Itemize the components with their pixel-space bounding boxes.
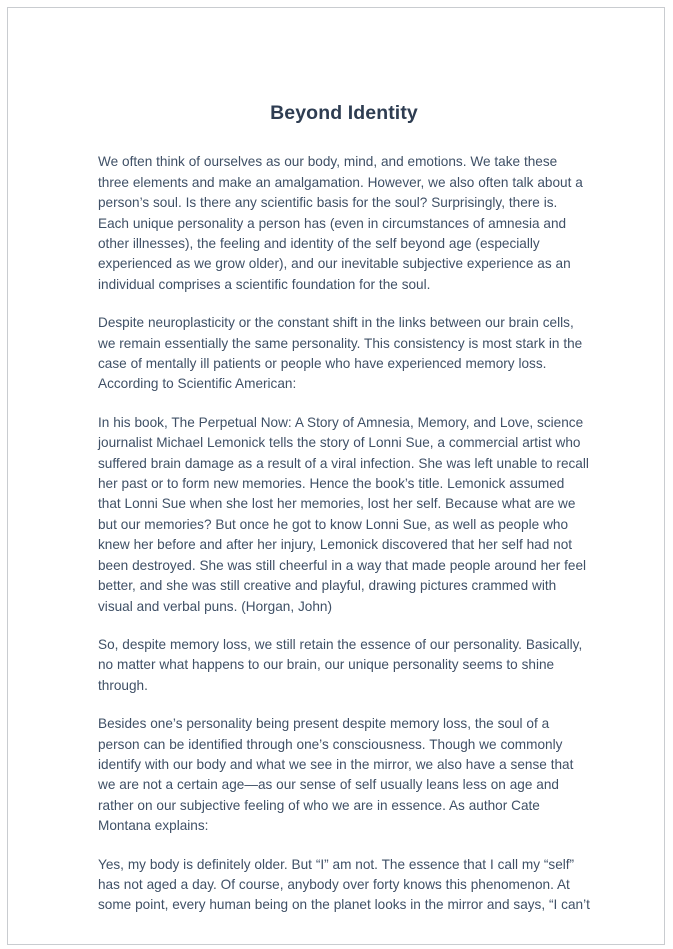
paragraph-5: Besides one’s personality being present despite memory loss, the soul of a person can be identified through one’s consciousness. Though we commonly identify with our body and what we see in the mirror, we also have a sense that we are not a certain age—as our sense of self usually leans less on age and rather on our subjective feeling of who we are in essence. As author Cate Montana explains:: [98, 716, 574, 834]
paragraph-1: We often think of ourselves as our body, mind, and emotions. We take these three elements and make an amalgamation. However, we also often talk about a person’s soul. Is there any scientific basis for the soul? Surprisingly, there is. Each unique personality a person has (even in circumstances of amnesia and other illnesses), the feeling and identity of the self beyond age (especially experienced as we grow older), and our inevitable subjective experience as an individual comprises a scientific foundation for the soul.: [98, 154, 583, 292]
document-content: [98, 101, 590, 916]
paragraph-3-quote-scientific-american: In his book, The Perpetual Now: A Story of Amnesia, Memory, and Love, science journalist Michael Lemonick tells the story of Lonni Sue, a commercial artist who suffered brain damage as a result of a viral infection. She was left unable to recall her past or to form new memories. Hence the book’s title. Lemonick assumed that Lonni Sue when she lost her memories, lost her self. Because what are we but our memories? But once he got to know Lonni Sue, as well as people who knew her before and after her injury, Lemonick discovered that her self had not been destroyed. She was still cheerful in a way that made people around her feel better, and she was still creative and playful, drawing pictures crammed with visual and verbal puns. (Horgan, John): [98, 414, 589, 614]
page-title: Beyond Identity: [270, 102, 418, 124]
paragraph-2: Despite neuroplasticity or the constant shift in the links between our brain cells, we remain essentially the same personality. This consistency is most stark in the case of mentally ill patients or people who have experienced memory loss. According to Scientific American:: [98, 315, 583, 392]
paragraph-4: So, despite memory loss, we still retain the essence of our personality. Basically, no matter what happens to our brain, our unique personality seems to shine through.: [98, 636, 583, 693]
document-page: [7, 7, 665, 945]
paragraph-6-quote-cate-montana: Yes, my body is definitely older. But “I” am not. The essence that I call my “self” has not aged a day. Of course, anybody over forty knows this phenomenon. At some point, every human being on the planet looks in the mirror and says, “I can’t: [98, 856, 590, 913]
